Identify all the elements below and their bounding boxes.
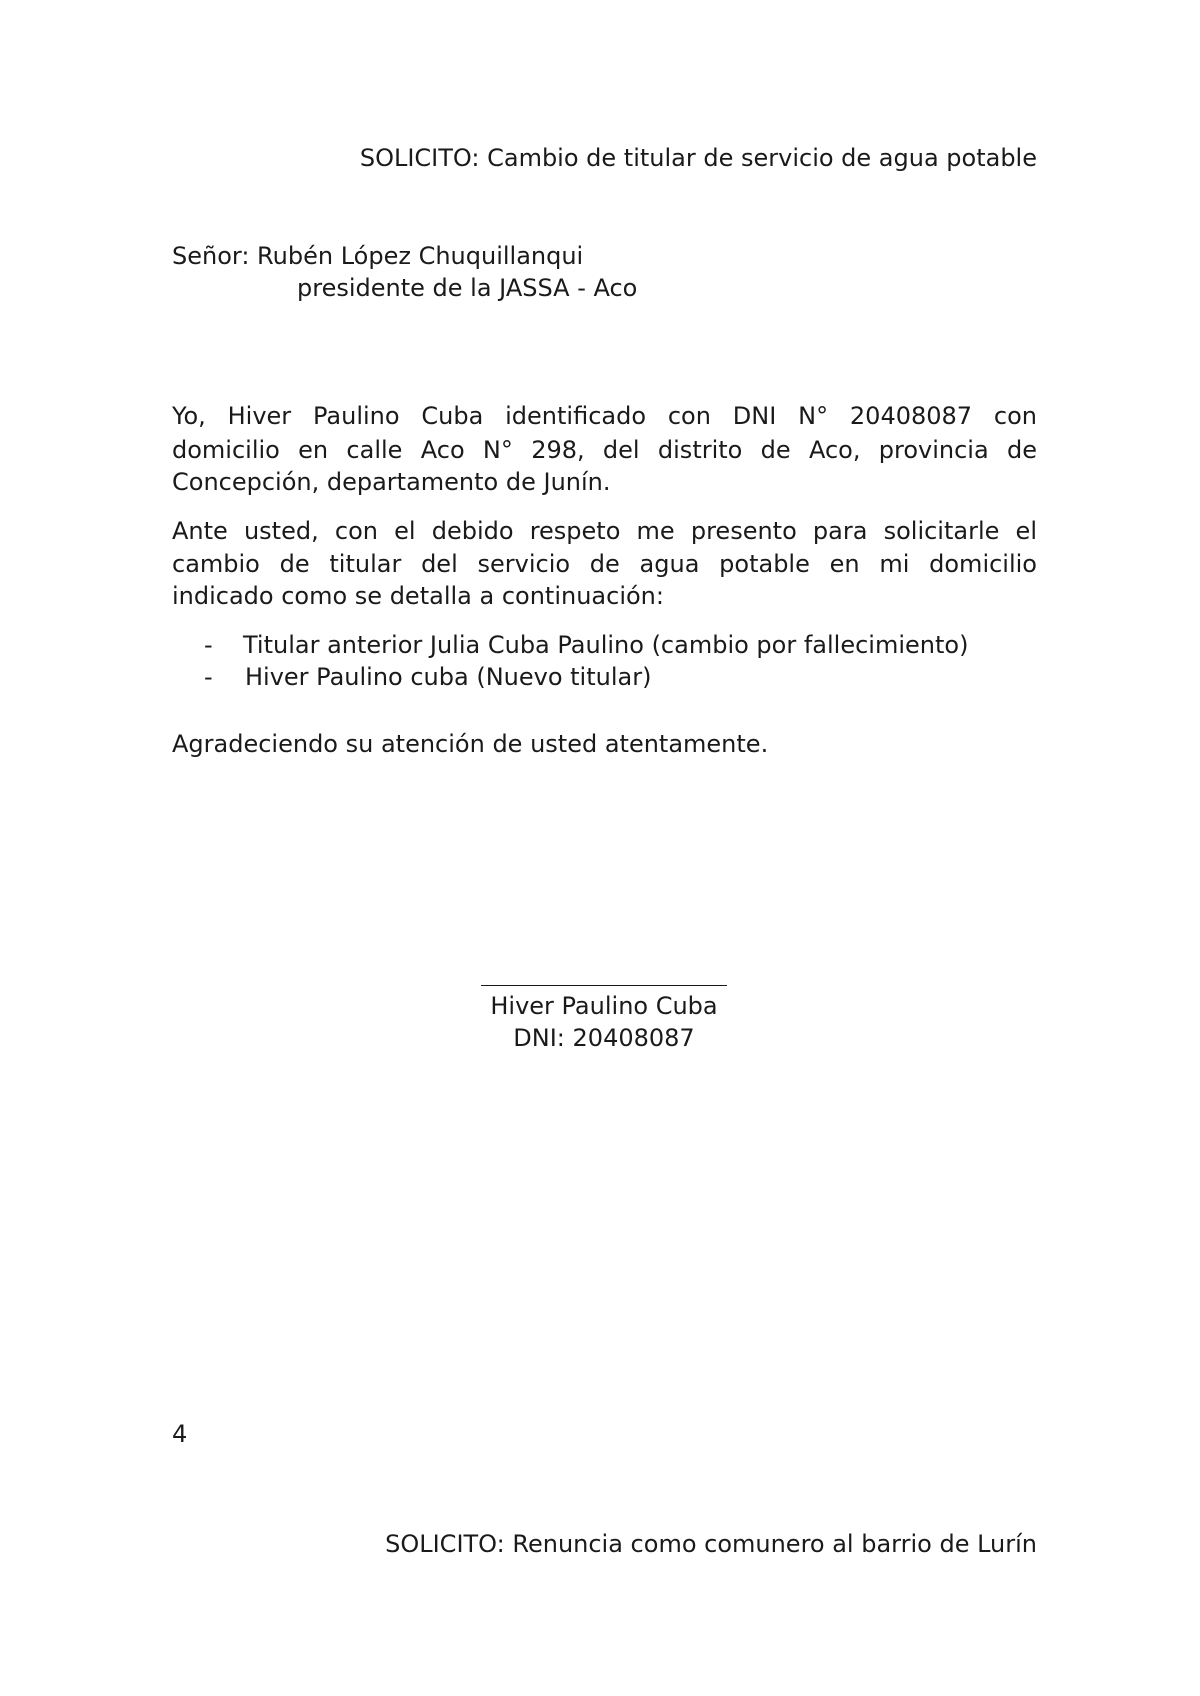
list-marker: -	[204, 631, 213, 659]
list-item-text: Titular anterior Julia Cuba Paulino (cambio por fallecimiento)	[243, 631, 969, 659]
list-marker: -	[204, 663, 213, 691]
next-subject-line: SOLICITO: Renuncia como comunero al barrio de Lurín	[385, 1530, 1037, 1558]
paragraph-line: Yo, Hiver Paulino Cuba identificado con DNI N° 20408087 con	[172, 402, 1037, 430]
paragraph-line: cambio de titular del servicio de agua potable en mi domicilio	[172, 550, 1037, 578]
subject-line: SOLICITO: Cambio de titular de servicio de agua potable	[359, 144, 1037, 172]
page-number: 4	[172, 1420, 188, 1448]
closing-line: Agradeciendo su atención de usted atentamente.	[172, 730, 769, 758]
paragraph-line: Concepción, departamento de Junín.	[172, 468, 611, 496]
paragraph-line: indicado como se detalla a continuación:	[172, 582, 664, 610]
addressee-name: Señor: Rubén López Chuquillanqui	[172, 242, 584, 270]
signature-line	[481, 985, 727, 986]
addressee-role: presidente de la JASSA - Aco	[297, 274, 638, 302]
paragraph-line: Ante usted, con el debido respeto me presento para solicitarle el	[172, 517, 1037, 545]
list-item-text: Hiver Paulino cuba (Nuevo titular)	[245, 663, 652, 691]
signer-name: Hiver Paulino Cuba	[490, 992, 718, 1020]
paragraph-line: domicilio en calle Aco N° 298, del distrito de Aco, provincia de	[172, 436, 1037, 464]
signer-dni: DNI: 20408087	[513, 1024, 695, 1052]
